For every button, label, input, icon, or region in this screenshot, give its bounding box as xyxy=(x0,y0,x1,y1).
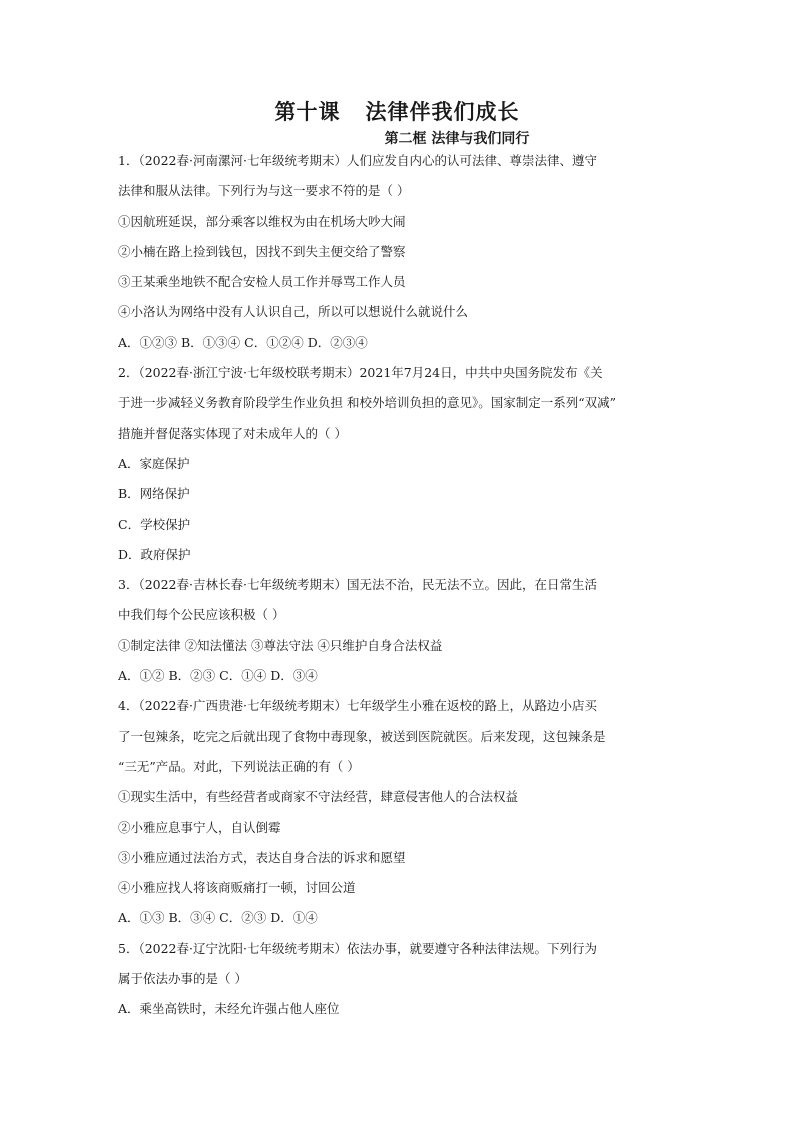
section-subtitle: 第二框 法律与我们同行 xyxy=(384,131,530,147)
q2-choice: A．家庭保护 xyxy=(118,455,190,471)
question-list xyxy=(118,150,678,1029)
q5-stem-line: 属于依法办事的是（ ） xyxy=(118,971,247,987)
q1-option: ④小洛认为网络中没有人认识自己，所以可以想说什么就说什么 xyxy=(118,304,469,320)
q1-stem-line: 法律和服从法律。下列行为与这一要求不符的是（ ） xyxy=(118,183,410,199)
q4-option: ①现实生活中，有些经营者或商家不守法经营，肆意侵害他人的合法权益 xyxy=(118,789,519,805)
q2-stem-line: 于进一步减轻义务教育阶段学生作业负担 和校外培训负担的意见》。国家制定一系列“双减” xyxy=(118,395,617,411)
q2-choice: B．网络保护 xyxy=(118,486,190,502)
q4-option: ②小雅应息事宁人，自认倒霉 xyxy=(118,819,281,835)
q5-choice: A．乘坐高铁时，未经允许强占他人座位 xyxy=(118,1001,340,1017)
q1-choices: A．①②③ B．①③④ C．①②④ D．②③④ xyxy=(118,334,368,350)
q1-option: ②小楠在路上捡到钱包，因找不到失主便交给了警察 xyxy=(118,243,406,259)
q3-choices: A．①② B．②③ C．①④ D．③④ xyxy=(118,668,318,684)
q2-choice: D．政府保护 xyxy=(118,546,191,562)
q5-stem-line: 5．（2022春·辽宁沈阳·七年级统考期末）依法办事，就要遵守各种法律法规。下列行为 xyxy=(118,940,597,956)
q2-choice: C．学校保护 xyxy=(118,516,191,532)
q4-stem-line: “三无”产品。对此，下列说法正确的有（ ） xyxy=(118,758,360,774)
q3-stem-line: 3．（2022春·吉林长春·七年级统考期末）国无法不治，民无法不立。因此，在日常生活 xyxy=(118,577,597,593)
q2-stem-line: 2．（2022春·浙江宁波·七年级校联考期末）2021年7月24日，中共中央国务院发布《关 xyxy=(118,365,603,381)
q1-option: ③王某乘坐地铁不配合安检人员工作并辱骂工作人员 xyxy=(118,274,406,290)
q1-stem-line: 1．（2022春·河南漯河·七年级统考期末）人们应发自内心的认可法律、尊崇法律、遵守 xyxy=(118,153,597,168)
q3-stem-line: 中我们每个公民应该积极（ ） xyxy=(118,607,285,623)
q1-option: ①因航班延误，部分乘客以维权为由在机场大吵大闹 xyxy=(118,213,406,229)
q2-stem-line: 措施并督促落实体现了对未成年人的（ ） xyxy=(118,425,347,441)
lesson-title: 第十课 法律伴我们成长 xyxy=(274,99,520,124)
q3-options: ①制定法律 ②知法懂法 ③尊法守法 ④只维护自身合法权益 xyxy=(118,637,443,653)
q4-stem-line: 了一包辣条，吃完之后就出现了食物中毒现象，被送到医院就医。后来发现，这包辣条是 xyxy=(118,728,606,744)
q4-choices: A．①③ B．③④ C．②③ D．①④ xyxy=(118,910,318,926)
q4-option: ④小雅应找人将该商贩痛打一顿，讨回公道 xyxy=(118,880,356,896)
q4-stem-line: 4．（2022春·广西贵港·七年级统考期末）七年级学生小雅在返校的路上，从路边小店买 xyxy=(118,698,597,714)
q4-option: ③小雅应通过法治方式，表达自身合法的诉求和愿望 xyxy=(118,849,406,865)
